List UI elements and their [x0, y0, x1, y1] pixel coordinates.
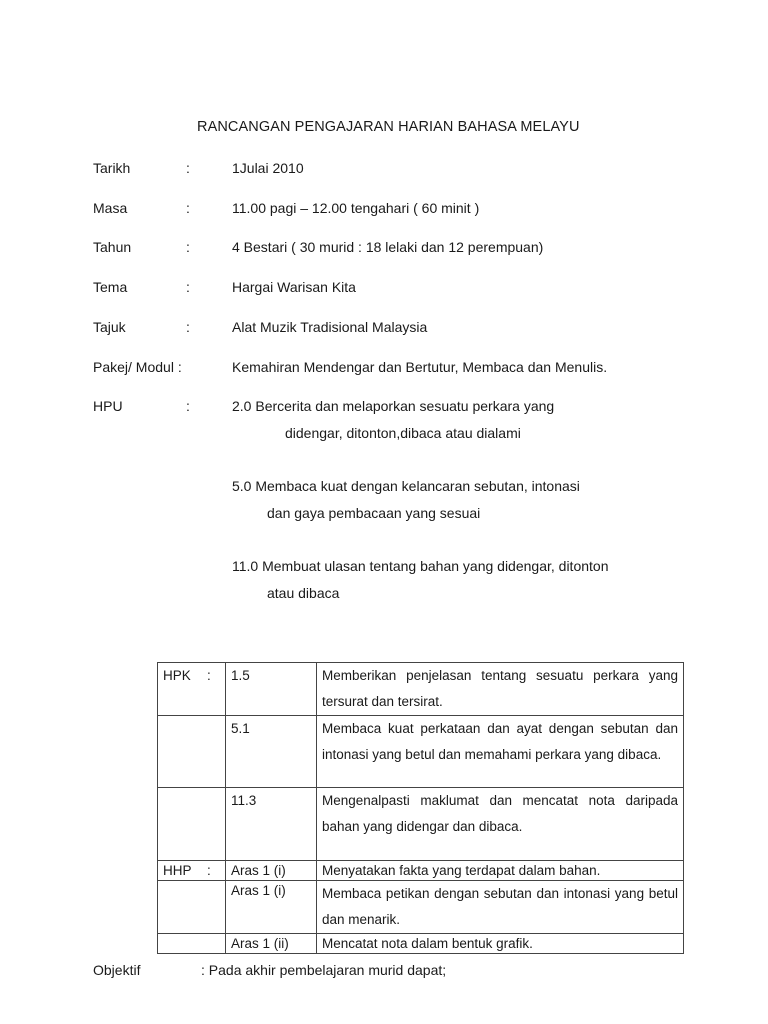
hpk-hhp-table	[157, 662, 684, 954]
info-row-masa	[0, 200, 768, 220]
hpu-item-line: didengar, ditonton,dibaca atau dialami	[285, 425, 521, 441]
table-cell-code: 1.5	[226, 663, 317, 716]
info-colon: :	[186, 279, 190, 295]
table-cell-text: Membaca petikan dengan sebutan dan intonasi yang betul dan menarik.	[317, 881, 684, 934]
table-cell-text: Menyatakan fakta yang terdapat dalam bahan.	[317, 861, 684, 881]
table-row	[158, 934, 684, 954]
hpu-item-line: atau dibaca	[267, 585, 340, 601]
hpu-label: HPU	[93, 398, 123, 414]
objektif-value: : Pada akhir pembelajaran murid dapat;	[201, 962, 447, 978]
info-row-tema	[0, 279, 768, 299]
table-cell-label	[158, 788, 226, 861]
info-label: Tahun	[93, 239, 132, 255]
objektif-row	[93, 962, 447, 978]
info-colon: :	[186, 319, 190, 335]
table-cell-text: Mencatat nota dalam bentuk grafik.	[317, 934, 684, 954]
info-label: Tema	[93, 279, 128, 295]
table-cell-label	[158, 881, 226, 934]
table-row	[158, 788, 684, 861]
info-row-pakej-modul	[0, 359, 768, 379]
info-value: 1Julai 2010	[232, 160, 304, 176]
info-value: Kemahiran Mendengar dan Bertutur, Membaca dan Menulis.	[232, 359, 608, 375]
info-colon: :	[186, 239, 190, 255]
table-cell-label	[158, 934, 226, 954]
table-cell-text: Mengenalpasti maklumat dan mencatat nota daripada bahan yang didengar dan dibaca.	[317, 788, 684, 861]
hpu-item-line: 2.0 Bercerita dan melaporkan sesuatu perkara yang	[232, 398, 555, 414]
hpu-item-line: dan gaya pembacaan yang sesuai	[267, 505, 481, 521]
hpu-item-line: 5.0 Membaca kuat dengan kelancaran sebutan, intonasi	[232, 478, 580, 494]
info-label: Masa	[93, 200, 128, 216]
table-row	[158, 861, 684, 881]
table-cell-code: 11.3	[226, 788, 317, 861]
hpu-item-line: 11.0 Membuat ulasan tentang bahan yang didengar, ditonton	[232, 558, 609, 574]
info-row-tajuk	[0, 319, 768, 339]
table-cell-text: Memberikan penjelasan tentang sesuatu perkara yang tersurat dan tersirat.	[317, 663, 684, 716]
table-row	[158, 881, 684, 934]
table-cell-code: Aras 1 (i)	[226, 861, 317, 881]
table-row	[158, 663, 684, 716]
info-colon: :	[186, 200, 190, 216]
info-value: 11.00 pagi – 12.00 tengahari ( 60 minit )	[232, 200, 480, 216]
table-row	[158, 716, 684, 788]
info-label: Pakej/ Modul :	[93, 359, 182, 375]
table-cell-code: Aras 1 (i)	[226, 881, 317, 934]
info-label: Tarikh	[93, 160, 131, 176]
info-colon: :	[186, 160, 190, 176]
hpu-colon: :	[186, 398, 190, 414]
table-cell-code: Aras 1 (ii)	[226, 934, 317, 954]
table-cell-label: HPK :	[158, 663, 226, 716]
info-value: 4 Bestari ( 30 murid : 18 lelaki dan 12 perempuan)	[232, 239, 544, 255]
info-row-tarikh	[0, 160, 768, 180]
table-cell-text: Membaca kuat perkataan dan ayat dengan sebutan dan intonasi yang betul dan memahami perkara yang dibaca.	[317, 716, 684, 788]
info-row-tahun	[0, 239, 768, 259]
info-label: Tajuk	[93, 319, 126, 335]
table-cell-label: HHP :	[158, 861, 226, 881]
table-cell-label	[158, 716, 226, 788]
objektif-label: Objektif	[93, 962, 141, 978]
info-value: Hargai Warisan Kita	[232, 279, 356, 295]
table-cell-code: 5.1	[226, 716, 317, 788]
info-value: Alat Muzik Tradisional Malaysia	[232, 319, 428, 335]
document-title: RANCANGAN PENGAJARAN HARIAN BAHASA MELAYU	[197, 119, 580, 135]
